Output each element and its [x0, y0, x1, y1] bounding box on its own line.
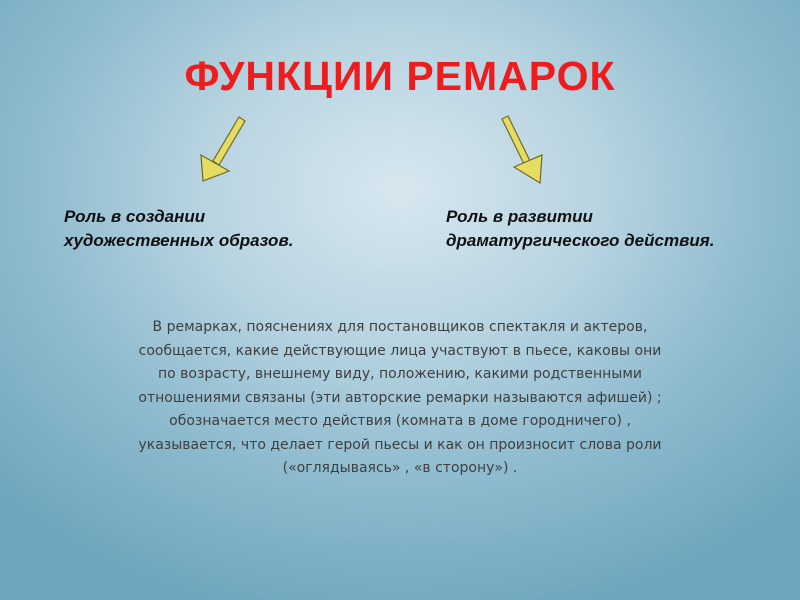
role-creation-of-images	[64, 205, 394, 253]
body-line: сообщается, какие действующие лица участвуют в пьесе, каковы они	[138, 342, 662, 359]
body-line: В ремарках, пояснениях для постановщиков спектакля и актеров,	[152, 319, 648, 335]
role-left-line: Роль в создании	[64, 207, 206, 226]
body-line: («оглядываясь» , «в сторону») .	[282, 460, 518, 476]
body-line: обозначается место действия (комната в доме городничего) ,	[169, 413, 631, 429]
role-left-line: художественных образов.	[64, 231, 294, 250]
arrow-down-left-icon	[195, 115, 255, 187]
body-line: отношениями связаны (эти авторские ремарки называются афишей) ;	[138, 389, 662, 406]
body-line: по возрасту, внешнему виду, положению, какими родственными	[157, 366, 642, 382]
role-right-line: Роль в развитии	[446, 207, 593, 226]
role-development-of-action	[446, 205, 786, 253]
body-paragraph	[60, 316, 740, 481]
role-right-line: драматургического действия.	[446, 231, 715, 250]
slide-title: ФУНКЦИИ РЕМАРОК	[184, 53, 616, 99]
arrow-down-right-icon	[492, 115, 552, 187]
body-line: указывается, что делает герой пьесы и как он произносит слова роли	[138, 436, 662, 453]
